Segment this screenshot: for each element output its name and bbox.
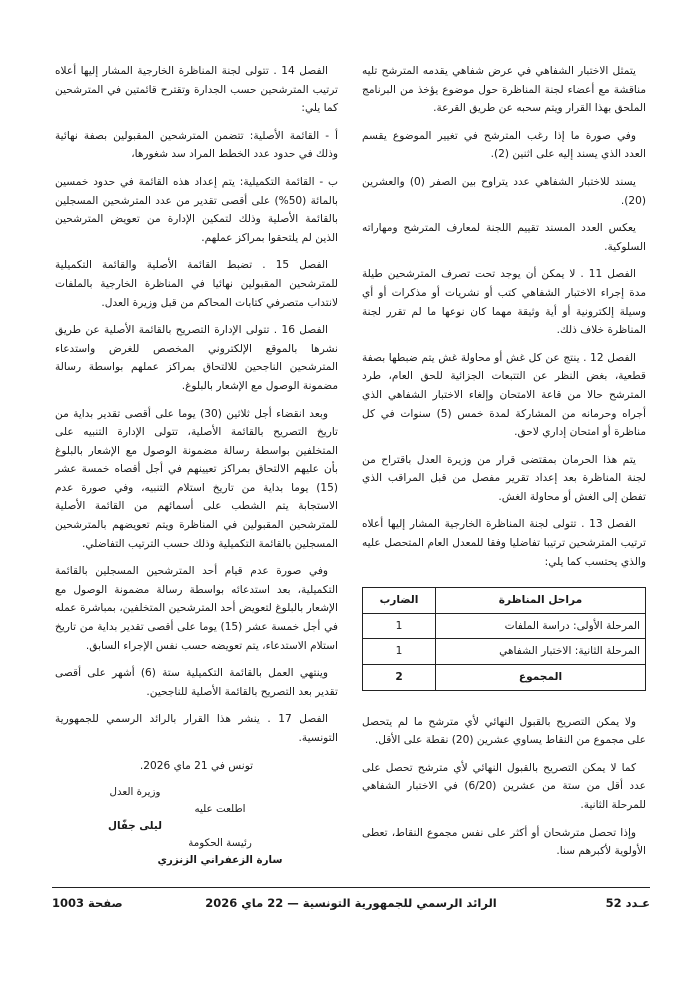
date-line: تونس في 21 ماي 2026. <box>139 759 254 772</box>
footer-divider <box>52 887 650 888</box>
table-row <box>363 613 646 639</box>
paragraph-topic-change: وفي صورة ما إذا رغب المترشح في تغيير الموضوع يقسم العدد الذي يسند إليه على اثنين (2). <box>362 129 646 161</box>
table-row <box>363 639 646 665</box>
article-17: الفصل 17 . ينشر هذا القرار بالرائد الرسمي للجمهورية التونسية. <box>55 713 338 744</box>
signature-block <box>55 784 338 894</box>
article-14: الفصل 14 . تتولى لجنة المناظرة الخارجية المشار إليها أعلاه ترتيب المترشحين حسب الجدارة وتقترح قائمتين في المترشحين كما يلي: <box>55 65 338 115</box>
pm-name: سارة الزعفراني الزنزري <box>157 854 283 867</box>
total-value: 2 <box>363 665 436 691</box>
header-stage: مراحل المناظرة <box>436 588 646 614</box>
page-number: صفحة 1003 <box>52 896 123 910</box>
list-item-supplementary-list: ب - القائمة التكميلية: يتم إعداد هذه القائمة في حدود خمسين بالمائة (50%) على أقصى تقدير من عدد المترشحين المسجلين بالقائمة الأصلية وذلك لتمكين الإدارة من تعويض المترشحين الذين لم يلتحقوا بمراكز عملهم. <box>55 175 338 244</box>
table-header-row <box>363 588 646 614</box>
paragraph-score-range: يسند للاختبار الشفاهي عدد يتراوح بين الصفر (0) والعشرين (20). <box>362 175 646 207</box>
paragraph-oral-exam: يتمثل الاختبار الشفاهي في عرض شفاهي يقدمه المترشح تليه مناقشة مع أعضاء لجنة المناظرة حول موضوع يؤخذ من البرنامج الملحق بهذا القرار ويتم سحبه عن طريق القرعة. <box>362 65 646 115</box>
paragraph-min-oral: كما لا يمكن التصريح بالقبول النهائي لأي مترشح تحصل على عدد أقل من ستة من عشرين (6/20) في الاختبار الشفاهي للمرحلة الثانية. <box>362 761 647 811</box>
article-16: الفصل 16 . تتولى الإدارة التصريح بالقائمة الأصلية عن طريق نشرها بالموقع الإلكتروني المخصص للغرض واستدعاء المترشحين الناجحين للالتحاق بمراكز عملهم بواسطة رسالة مضمونة الوصول مع الإشعار بالبلوغ. <box>55 324 338 392</box>
page-footer <box>52 896 650 916</box>
minister-title: وزيرة العدل <box>109 786 161 799</box>
table-total-row <box>363 665 646 691</box>
paragraph-ban-decision: يتم هذا الحرمان بمقتضى قرار من وزيرة العدل باقتراح من لجنة المناظرة بعد إعداد تقرير مفصل من قبل المراقب الذي تفطن إلى الغش أو محاولة الغش. <box>362 453 646 503</box>
stage-label: المرحلة الثانية: الاختبار الشفاهي <box>436 639 646 665</box>
stage-label: المرحلة الأولى: دراسة الملفات <box>436 613 646 639</box>
stage-coefficient: 1 <box>363 613 436 639</box>
paragraph-min-score: ولا يمكن التصريح بالقبول النهائي لأي مترشح ما لم يتحصل على مجموع من النقاط يساوي عشرين (20) نقطة على الأقل. <box>362 715 646 747</box>
issue-number: عـدد 52 <box>605 896 650 910</box>
paragraph-list-expiry: وينتهي العمل بالقائمة التكميلية ستة (6) أشهر على أقصى تقدير بعد التصريح بالقائمة الأصلية للناجحين. <box>55 667 338 698</box>
header-coefficient: الضارب <box>363 588 436 614</box>
minister-name: ليلى جفّال <box>108 820 162 833</box>
article-12: الفصل 12 . ينتج عن كل غش أو محاولة غش يتم ضبطها بصفة قطعية، بغض النظر عن التتبعات الجزائية للحق العام، طرد المترشح حالا من قاعة الامتحان وإلغاء الاختبار الشفاهي الذي أجراه وحرمانه من المشاركة لمدة خمس (5) سنوات في كل مناظرة أو امتحان إداري لاحق. <box>362 351 646 439</box>
paragraph-tie-break: وإذا تحصل مترشحان أو أكثر على نفس مجموع النقاط، تعطى الأولوية لأكبرهم سنا. <box>362 826 646 858</box>
article-15: الفصل 15 . تضبط القائمة الأصلية والقائمة التكميلية للمترشحين المقبولين نهائيا في المناظرة الخارجية بالملفات لانتداب متصرفي كتابات المحاكم من قبل وزيرة العدل. <box>55 259 338 309</box>
right-column <box>362 62 646 870</box>
seen-label: اطلعت عليه <box>194 803 246 816</box>
left-column <box>55 62 338 894</box>
paragraph-replacement: وفي صورة عدم قيام أحد المترشحين المسجلين بالقائمة التكميلية، بعد استدعائه بواسطة رسالة مضمونة الوصول مع الإشعار بالبلوغ لتعويض أحد المترشحين المتخلفين، بمباشرة عمله في أجل خمسة عشر (15) يوما على أقصى تقدير بداية من تاريخ استلام الاستدعاء، يتم تعويضه حسب نفس الإجراء السابق. <box>55 565 338 652</box>
total-label: المجموع <box>436 665 646 691</box>
stage-coefficient: 1 <box>363 639 436 665</box>
pm-signature <box>130 801 310 869</box>
pm-title: رئيسة الحكومة <box>188 837 252 850</box>
paragraph-notice: وبعد انقضاء أجل ثلاثين (30) يوما على أقصى تقدير بداية من تاريخ التصريح بالقائمة الأصلية، تتولى الإدارة التنبيه على المتخلفين بواسطة رسالة مضمونة الوصول مع الإشعار بالبلوغ بأن عليهم الالتحاق بمراكز تعيينهم في أجل أقصاه خمسة عشر (15) يوما بداية من تاريخ استلام التنبيه، وفي صورة عدم الاستجابة يتم الشطب على أسمائهم من القائمة الأصلية للمترشحين المقبولين في المناظرة ويتم تعويضهم بالمترشحين المسجلين بالقائمة التكميلية وذلك حسب الترتيب التفاضلي. <box>55 407 338 550</box>
journal-title: الرائد الرسمي للجمهورية التونسية — 22 ماي 2026 <box>205 896 497 910</box>
article-11: الفصل 11 . لا يمكن أن يوجد تحت تصرف المترشحين طيلة مدة إجراء الاختبار الشفاهي كتب أو نشريات أو مذكرات أو أي وسيلة إلكترونية أو أية وثيقة مهما كان نوعها ما لم تقرر لجنة المناظرة خلاف ذلك. <box>362 268 646 337</box>
coefficients-table <box>362 587 646 690</box>
paragraph-score-meaning: يعكس العدد المسند تقييم اللجنة لمعارف المترشح ومهاراته السلوكية. <box>362 222 646 253</box>
list-item-main-list: أ - القائمة الأصلية: تتضمن المترشحين المقبولين بصفة نهائية وذلك في حدود عدد الخطط المراد سد شغورها، <box>55 129 338 161</box>
article-13: الفصل 13 . تتولى لجنة المناظرة الخارجية المشار إليها أعلاه ترتيب المترشحين ترتيبا تفاضليا وفقا للمعدل العام المتحصل عليه والذي يحتسب كما يلي: <box>362 518 646 568</box>
